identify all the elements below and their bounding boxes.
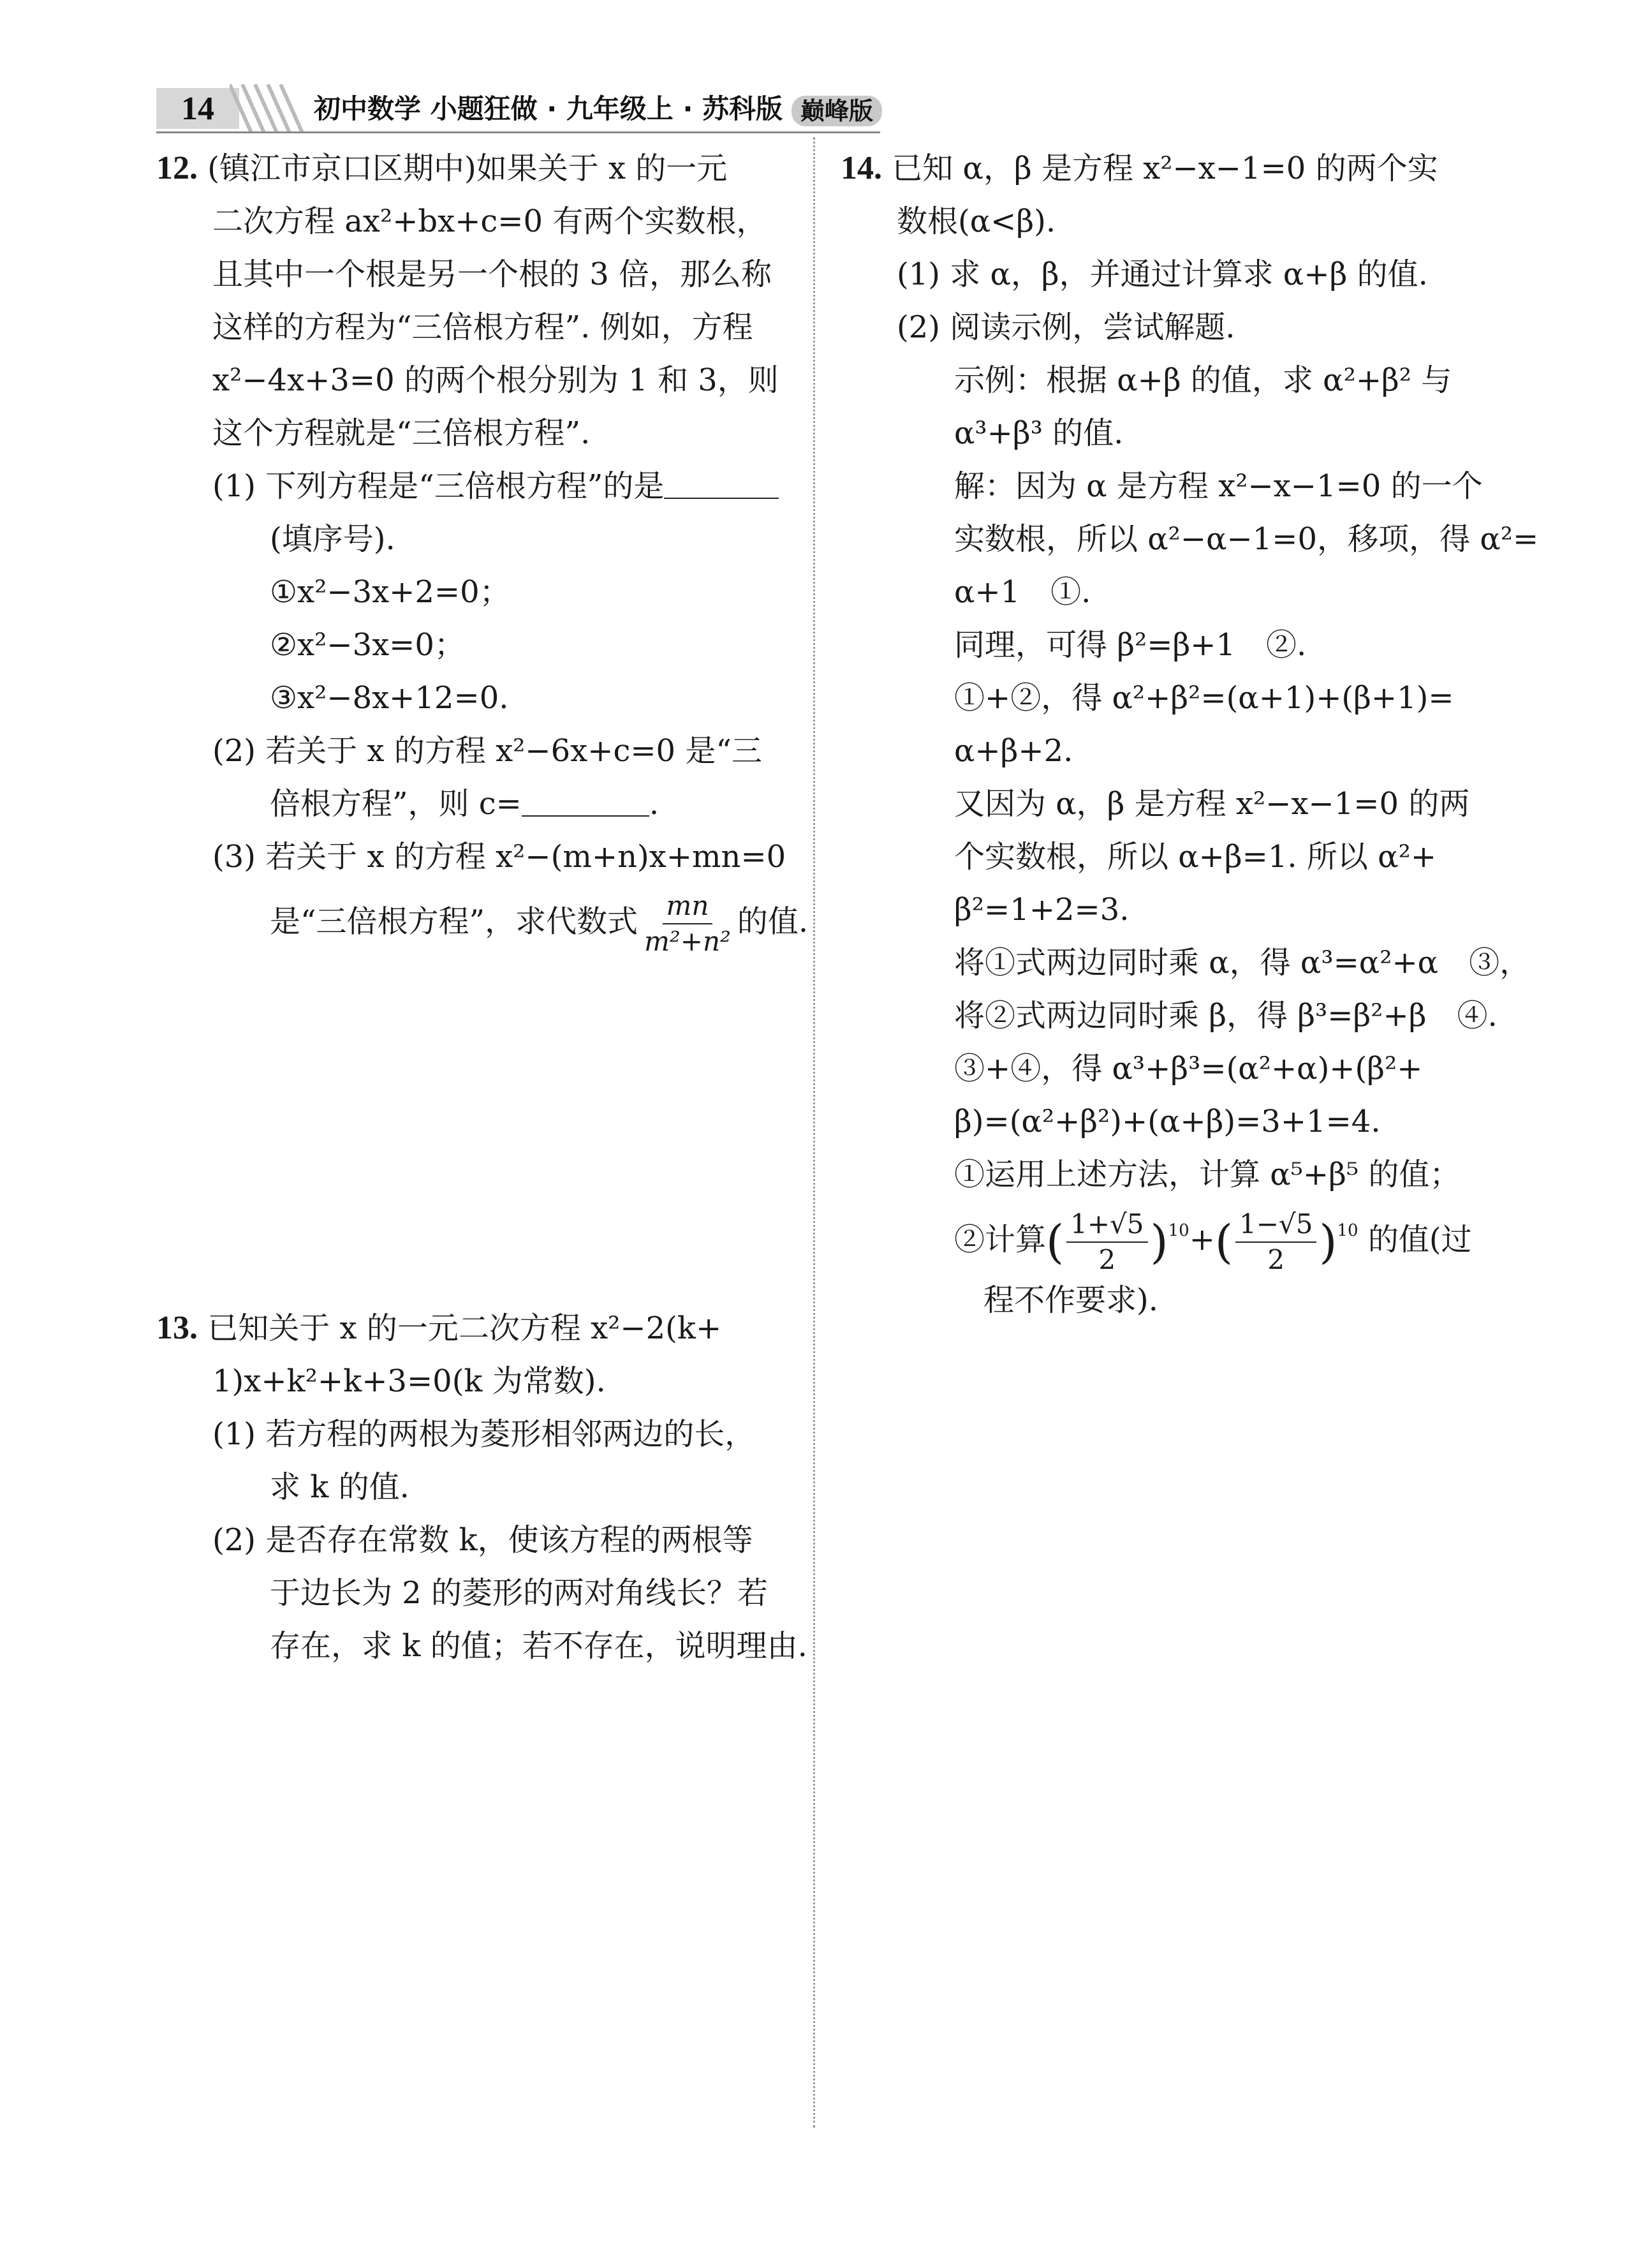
question-number: 14.: [841, 150, 882, 186]
book-title-text: 初中数学 小题狂做 · 九年级上 · 苏科版: [314, 93, 783, 124]
q13-part2-cont: 于边长为 2 的菱形的两对角线长？若: [270, 1575, 769, 1611]
q12-part2: (2) 若关于 x 的方程 x²−6x+c=0 是“三: [212, 733, 762, 769]
fraction-denominator: 2: [1098, 1243, 1116, 1275]
q12-line: 这样的方程为“三倍根方程”. 例如，方程: [212, 309, 753, 345]
q14-example: α³+β³ 的值.: [954, 415, 1124, 451]
q12-part1-note: (填序号).: [270, 521, 395, 557]
q12-line: 且其中一个根是另一个根的 3 倍，那么称: [212, 256, 772, 292]
fraction-numerator: 1+√5: [1066, 1211, 1147, 1243]
question-number: 13.: [156, 1310, 198, 1346]
q12-option: ③x²−8x+12=0.: [270, 680, 509, 716]
q14-example: β²=1+2=3.: [954, 892, 1130, 928]
q13-part2: (2) 是否存在常数 k，使该方程的两根等: [212, 1522, 753, 1558]
answer-blank[interactable]: [664, 472, 779, 499]
q12-line: 二次方程 ax²+bx+c=0 有两个实数根，: [212, 204, 767, 239]
q12-part3-cont: 是“三倍根方程”，求代数式: [270, 903, 638, 940]
q14-task2-end: 的值(过: [1367, 1222, 1472, 1257]
q13-part2-cont: 存在，求 k 的值；若不存在，说明理由.: [270, 1628, 807, 1664]
exponent: 10: [1337, 1221, 1358, 1240]
q14-part2: (2) 阅读示例，尝试解题.: [897, 309, 1235, 345]
exponent: 10: [1168, 1221, 1189, 1240]
answer-blank[interactable]: [522, 790, 649, 817]
q12-line: x²−4x+3=0 的两个根分别为 1 和 3，则: [212, 362, 779, 398]
q14-example: α+β+2.: [954, 733, 1073, 769]
q13-part1-cont: 求 k 的值.: [270, 1469, 409, 1505]
q14-example: 示例：根据 α+β 的值，求 α²+β² 与: [954, 362, 1452, 398]
fraction-numerator: mn: [663, 893, 713, 924]
page-number: 14: [156, 88, 239, 129]
question-13: [156, 1301, 807, 1673]
question-number: 12.: [156, 150, 198, 186]
q12-option: ②x²−3x=0；: [270, 627, 465, 663]
fraction: [1066, 1208, 1147, 1275]
q13-part1: (1) 若方程的两根为菱形相邻两边的长，: [212, 1416, 756, 1452]
q12-line: (镇江市京口区期中)如果关于 x 的一元: [207, 151, 728, 186]
header-stripes-decoration: [230, 84, 313, 133]
q13-line: 已知关于 x 的一元二次方程 x²−2(k+: [207, 1310, 722, 1346]
q12-line: 这个方程就是“三倍根方程”.: [212, 415, 591, 451]
paren-right: ): [1150, 1215, 1168, 1269]
fraction: [640, 890, 735, 957]
q12-part1: (1) 下列方程是“三倍根方程”的是: [212, 468, 665, 504]
q14-example: β)=(α²+β²)+(α+β)=3+1=4.: [954, 1104, 1381, 1139]
header-rule: [156, 131, 880, 133]
paren-left: (: [1046, 1215, 1064, 1269]
q12-part2-end: .: [649, 786, 659, 822]
fraction-numerator: 1−√5: [1235, 1211, 1316, 1243]
paren-right: ): [1319, 1215, 1337, 1269]
paren-left: (: [1214, 1215, 1233, 1269]
q14-example: 又因为 α，β 是方程 x²−x−1=0 的两: [954, 786, 1470, 822]
q14-example: 同理，可得 β²=β+1 ②.: [954, 627, 1307, 663]
q14-part1: (1) 求 α，β，并通过计算求 α+β 的值.: [897, 256, 1428, 292]
q12-part3-end: 的值.: [737, 903, 809, 940]
q14-task2: ②计算: [954, 1222, 1047, 1257]
q14-example: 将②式两边同时乘 β，得 β³=β²+β ④.: [954, 998, 1498, 1034]
q14-example: 解：因为 α 是方程 x²−x−1=0 的一个: [954, 468, 1483, 504]
q14-example: α+1 ①.: [954, 574, 1091, 610]
q12-part2-cont: 倍根方程”，则 c=: [270, 786, 522, 822]
q14-task2-cont: 程不作要求).: [983, 1282, 1158, 1318]
q14-example: ①+②，得 α²+β²=(α+1)+(β+1)=: [954, 680, 1454, 716]
fraction-denominator: 2: [1267, 1243, 1285, 1275]
q14-line: 已知 α，β 是方程 x²−x−1=0 的两个实: [892, 151, 1438, 186]
q14-example: ③+④，得 α³+β³=(α²+α)+(β²+: [954, 1051, 1423, 1086]
q14-example: 个实数根，所以 α+β=1. 所以 α²+: [954, 839, 1437, 875]
plus-sign: +: [1189, 1222, 1215, 1257]
edition-badge: 巅峰版: [791, 96, 882, 126]
book-title: [314, 89, 882, 129]
q14-line: 数根(α<β).: [897, 204, 1056, 239]
q14-task1: ①运用上述方法，计算 α⁵+β⁵ 的值；: [954, 1157, 1461, 1192]
fraction-denominator: m²+n²: [644, 926, 731, 957]
question-14: [841, 142, 1538, 1327]
q12-option: ①x²−3x+2=0；: [270, 574, 510, 610]
column-divider: [813, 137, 815, 2128]
q13-line: 1)x+k²+k+3=0(k 为常数).: [212, 1363, 606, 1399]
fraction: [1235, 1208, 1316, 1275]
q14-example: 将①式两边同时乘 α，得 α³=α²+α ③，: [954, 945, 1531, 981]
question-12: [156, 142, 808, 955]
q12-part3: (3) 若关于 x 的方程 x²−(m+n)x+mn=0: [212, 839, 786, 875]
q14-example: 实数根，所以 α²−α−1=0，移项，得 α²=: [954, 521, 1539, 557]
